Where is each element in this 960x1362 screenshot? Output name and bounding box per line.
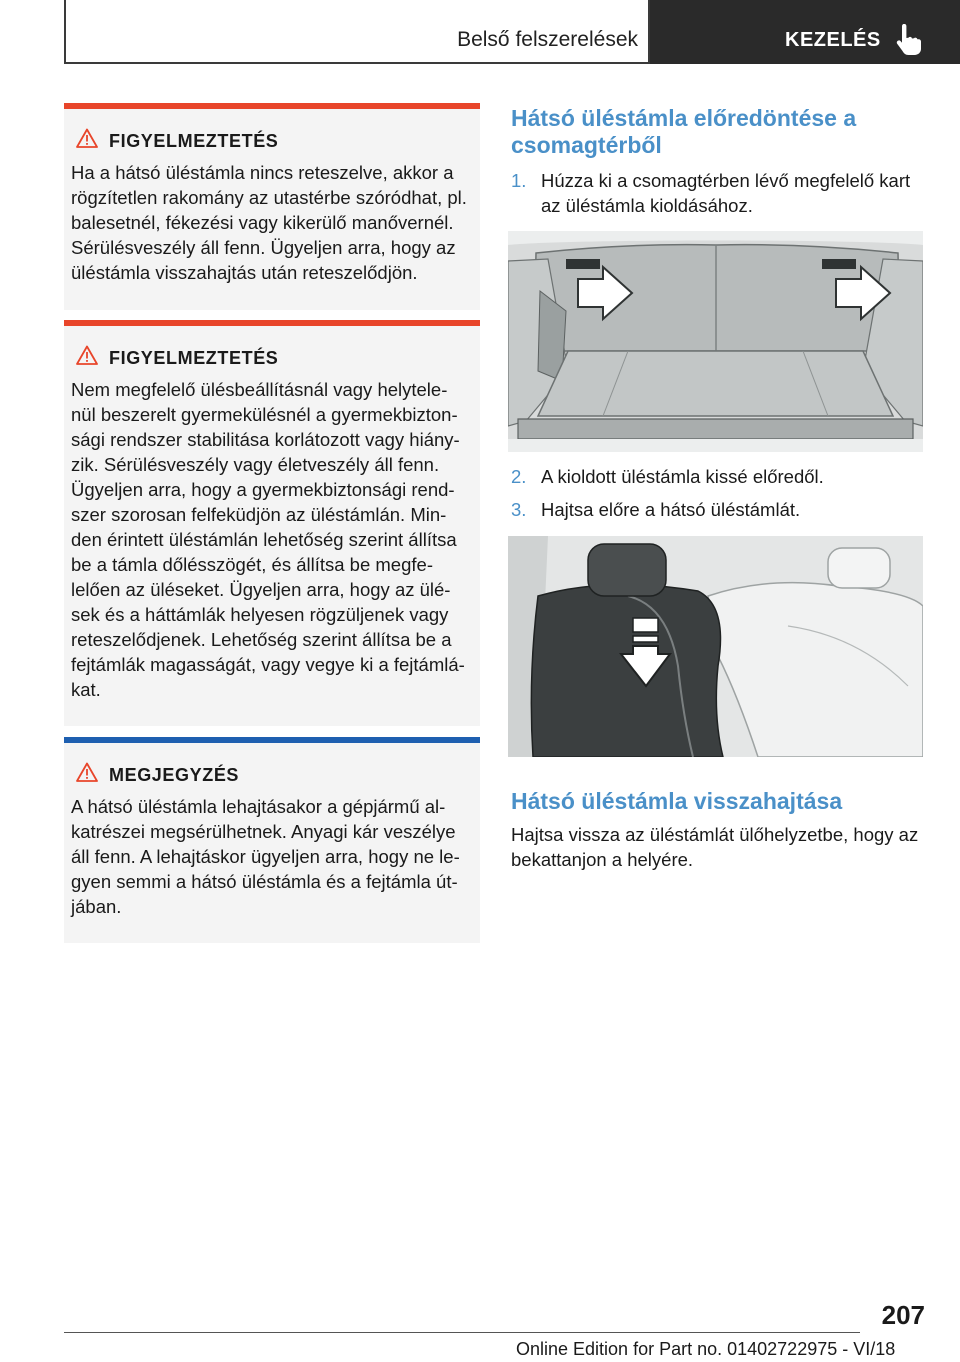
warning-accent-bar bbox=[64, 103, 480, 109]
footer-divider bbox=[64, 1332, 860, 1333]
trunk-release-lever-illustration bbox=[508, 231, 923, 452]
note-accent-bar bbox=[64, 737, 480, 743]
section-fold-back-body: Hajtsa vissza az üléstámlát ülőhelyzetbe, hogy az bekattanjon a helyére. bbox=[511, 824, 919, 870]
note-body: A hátsó üléstámla lehajtásakor a gépjármű al- katrészei megsérülhetnek. Anyagi kár veszélye áll fenn. A lehajtáskor ügyeljen arra, hogy ne le- gyen semmi a hátsó üléstámla és a fejtámla út- jában. bbox=[71, 796, 460, 917]
warning-triangle-icon bbox=[76, 762, 98, 782]
warning-title: FIGYELMEZTETÉS bbox=[109, 348, 279, 368]
step-text: A kioldott üléstámla kissé előredől. bbox=[541, 466, 824, 487]
step-text: Húzza ki a csomagtérben lévő megfelelő kart az üléstámla kioldásához. bbox=[541, 170, 911, 216]
step-number: 2. bbox=[511, 466, 527, 487]
warning-triangle-icon bbox=[76, 128, 98, 148]
warning-accent-bar bbox=[64, 320, 480, 326]
note-box bbox=[64, 737, 480, 943]
section-heading-fold-back: Hátsó üléstámla visszahajtása bbox=[511, 788, 843, 814]
note-title: MEGJEGYZÉS bbox=[109, 765, 240, 785]
header-section-title: Belső felszerelések bbox=[457, 28, 638, 51]
pointing-hand-icon bbox=[893, 24, 923, 56]
warning-triangle-icon bbox=[76, 345, 98, 365]
warning-box-1 bbox=[64, 103, 480, 310]
seat-fold-forward-illustration bbox=[508, 536, 923, 757]
page-number: 207 bbox=[881, 1300, 925, 1330]
step-text: Hajtsa előre a hátsó üléstámlát. bbox=[541, 499, 801, 520]
header-chapter-label: KEZELÉS bbox=[785, 29, 881, 51]
warning-title: FIGYELMEZTETÉS bbox=[109, 131, 279, 151]
warning-box-2 bbox=[64, 320, 480, 726]
step-number: 3. bbox=[511, 499, 527, 520]
step-number: 1. bbox=[511, 170, 527, 191]
warning-body: Nem megfelelő ülésbeállításnál vagy helytele- nül beszerelt gyermekülésnél a gyermekbizton- sági rendszer stabilitása korlátozott vagy hiány- zik. Sérülésveszély vagy életveszély áll fenn. Ügyeljen arra, hogy a gyermekbiztonsági rend- szer szorosan felfekü‌djön az üléstámlán. Min- den érintett üléstámlán lehetőség szerint állítsa be a támla dőlésszögét, és állítsa be megfe- lelően az üléseket. Ügyeljen arra, hogy az ülé- sek és a háttámlák helyesen rögzüljenek vagy reteszelődjenek. Lehetőség szerint állítsa be a fejtámlák magasságát, vagy vegye ki a fejtámlá- kat. bbox=[71, 379, 465, 700]
warning-body: Ha a hátsó üléstámla nincs reteszelve, akkor a rögzítetlen rakomány az utastérbe szóródhat, pl. balesetnél, fékezési vagy kikerülő manővernél. Sérülésveszély áll fenn. Ügyeljen arra, hogy az üléstámla visszahajtás után reteszelődjön. bbox=[71, 162, 467, 283]
section-heading-fold-forward: Hátsó üléstámla előredöntése a csomagtérből bbox=[511, 105, 857, 158]
footer-edition: Online Edition for Part no. 01402722975 - VI/18 bbox=[516, 1339, 896, 1359]
